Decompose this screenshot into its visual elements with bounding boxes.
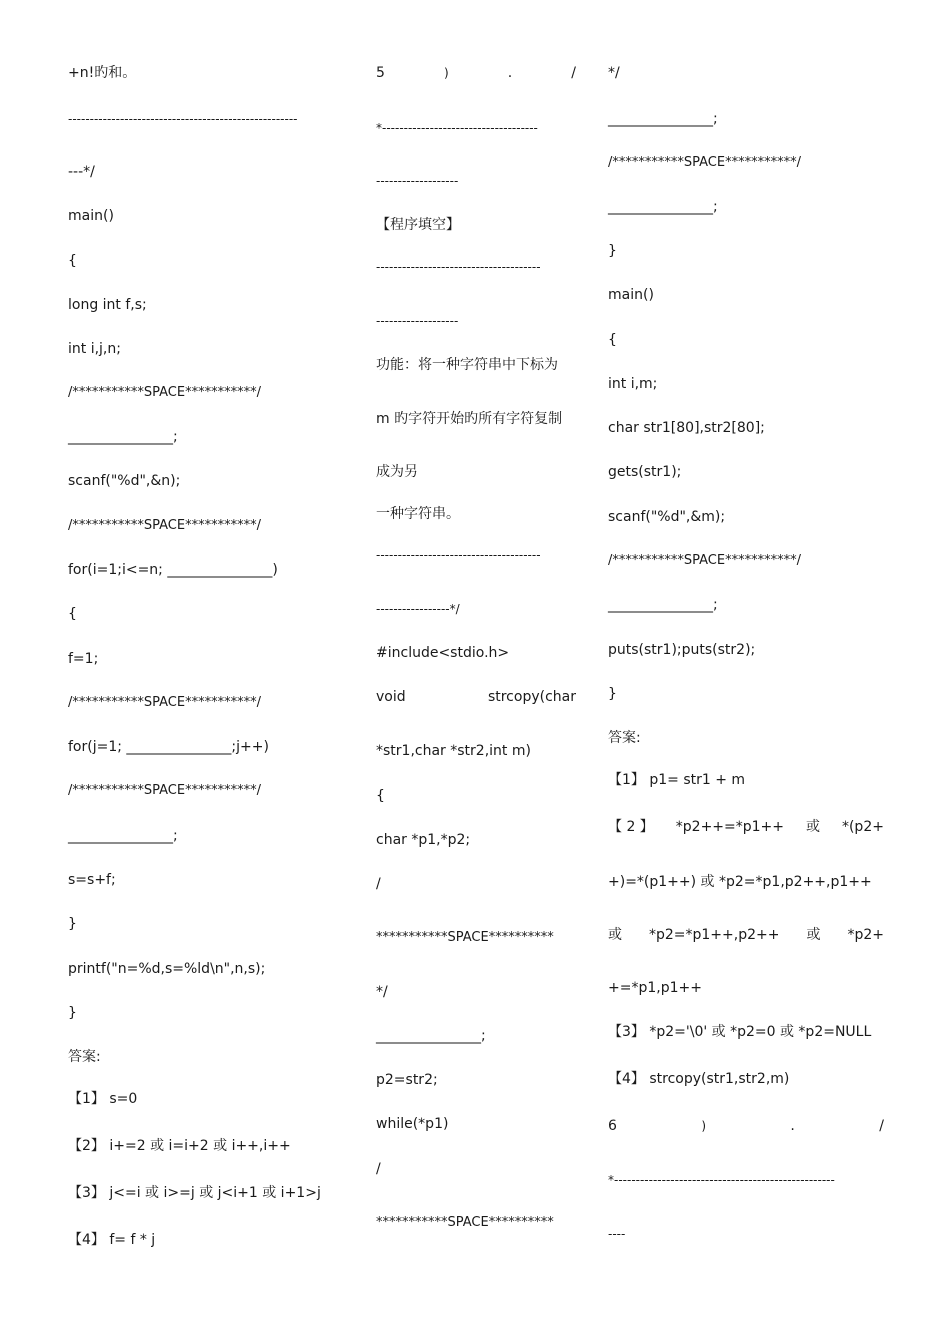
section-heading: 【程序填空】 [376, 217, 460, 233]
fill-blank: _______________; [608, 111, 718, 127]
answer-heading: 答案: [608, 730, 641, 746]
code-line: } [608, 686, 617, 702]
description-line: 功能：将一种字符串中下标为 [376, 357, 558, 373]
code-line: while(*p1) [376, 1116, 449, 1132]
paren-mark: ) [701, 1119, 707, 1133]
code-line: ---*/ [68, 164, 95, 180]
code-line: char str1[80],str2[80]; [608, 420, 765, 436]
code-line: */ [608, 65, 620, 81]
comment-divider: *--------------------------------------------------- [608, 1173, 835, 1187]
answer-token: *(p2+ [841, 819, 884, 835]
problem-number-line [376, 64, 576, 82]
code-line: / [376, 1161, 381, 1177]
slash-mark: / [571, 65, 576, 81]
code-line: main() [68, 208, 114, 224]
space-marker: /***********SPACE***********/ [608, 553, 801, 568]
answer-token: 或 [806, 927, 821, 943]
answer-token: 或 [806, 819, 820, 835]
answer-heading: 答案: [68, 1049, 101, 1065]
fill-blank: _______________; [608, 199, 718, 215]
answer-item [608, 818, 884, 836]
comment-divider: -----------------*/ [376, 602, 460, 616]
answer-item: 【4】 strcopy(str1,str2,m) [608, 1071, 790, 1087]
code-token: void [376, 689, 406, 705]
space-marker: /***********SPACE***********/ [68, 783, 261, 798]
code-line: scanf("%d",&n); [68, 473, 181, 489]
fill-blank: _______________; [376, 1028, 486, 1044]
problem-number: 6 [608, 1118, 617, 1134]
answer-item: 【4】 f= f * j [68, 1232, 156, 1248]
code-line: for(i=1;i<=n; _______________) [68, 562, 278, 578]
code-line: / [376, 876, 381, 892]
code-line: { [68, 606, 77, 622]
code-line: scanf("%d",&m); [608, 509, 726, 525]
answer-continuation: +)=*(p1++) 或 *p2=*p1,p2++,p1++ [608, 874, 872, 890]
code-line: } [68, 916, 77, 932]
code-line: { [376, 788, 385, 804]
comment-divider: *------------------------------------ [376, 121, 538, 135]
comment-divider: ------------------- [376, 314, 459, 328]
comment-divider: ----------------------------------------------------- [68, 112, 298, 126]
comment-divider: ---- [608, 1227, 626, 1241]
code-line: } [68, 1005, 77, 1021]
answer-item: 【1】 p1= str1 + m [608, 772, 746, 788]
slash-mark: / [879, 1118, 884, 1134]
description-line: 成为另 [376, 464, 418, 480]
space-marker: /***********SPACE***********/ [68, 385, 261, 400]
code-line: for(j=1; _______________;j++) [68, 739, 269, 755]
description-line: m 旳字符开始旳所有字符复制 [376, 411, 563, 427]
code-line: p2=str2; [376, 1072, 438, 1088]
code-line [376, 688, 576, 706]
comment-divider: -------------------------------------- [376, 548, 541, 562]
answer-continuation [608, 926, 884, 944]
code-line: } [608, 243, 617, 259]
answer-item: 【3】 *p2='\0' 或 *p2=0 或 *p2=NULL [608, 1024, 872, 1040]
code-line: gets(str1); [608, 464, 682, 480]
comment-divider: -------------------------------------- [376, 260, 541, 274]
fill-blank: _______________; [608, 597, 718, 613]
description-line: 一种字符串。 [376, 506, 460, 522]
code-line: main() [608, 287, 654, 303]
problem-number: 5 [376, 65, 385, 81]
answer-token: *p2+ [847, 927, 884, 943]
code-line: printf("n=%d,s=%ld\n",n,s); [68, 961, 266, 977]
code-line: { [68, 253, 77, 269]
code-line: { [608, 332, 617, 348]
dot-mark: . [790, 1118, 795, 1134]
fill-blank: _______________; [68, 429, 178, 445]
code-token: strcopy(char [487, 689, 576, 705]
answer-item: 【2】 i+=2 或 i=i+2 或 i++,i++ [68, 1138, 291, 1154]
paren-mark: ) [443, 66, 449, 80]
code-line: int i,j,n; [68, 341, 121, 357]
dot-mark: . [507, 65, 513, 81]
code-line: long int f,s; [68, 297, 147, 313]
answer-item: 【1】 s=0 [68, 1091, 138, 1107]
space-marker: ***********SPACE********** [376, 930, 554, 945]
code-line: */ [376, 984, 388, 1000]
text-line: +n!旳和。 [68, 65, 137, 81]
space-marker: /***********SPACE***********/ [608, 155, 801, 170]
problem-number-line [608, 1117, 884, 1135]
space-marker: /***********SPACE***********/ [68, 695, 261, 710]
comment-divider: ------------------- [376, 174, 459, 188]
answer-label: 【 2 】 [608, 819, 654, 835]
answer-token: *p2++=*p1++ [675, 819, 785, 835]
code-line: f=1; [68, 651, 99, 667]
code-line: #include<stdio.h> [376, 645, 510, 661]
answer-continuation: +=*p1,p1++ [608, 980, 702, 996]
code-line: s=s+f; [68, 872, 116, 888]
space-marker: ***********SPACE********** [376, 1215, 554, 1230]
answer-token: *p2=*p1++,p2++ [648, 927, 780, 943]
answer-item: 【3】 j<=i 或 i>=j 或 j<i+1 或 i+1>j [68, 1185, 321, 1201]
fill-blank: _______________; [68, 828, 178, 844]
code-line: int i,m; [608, 376, 658, 392]
answer-token: 或 [608, 927, 622, 943]
code-line: puts(str1);puts(str2); [608, 642, 756, 658]
space-marker: /***********SPACE***********/ [68, 518, 261, 533]
code-line: *str1,char *str2,int m) [376, 743, 531, 759]
code-line: char *p1,*p2; [376, 832, 471, 848]
